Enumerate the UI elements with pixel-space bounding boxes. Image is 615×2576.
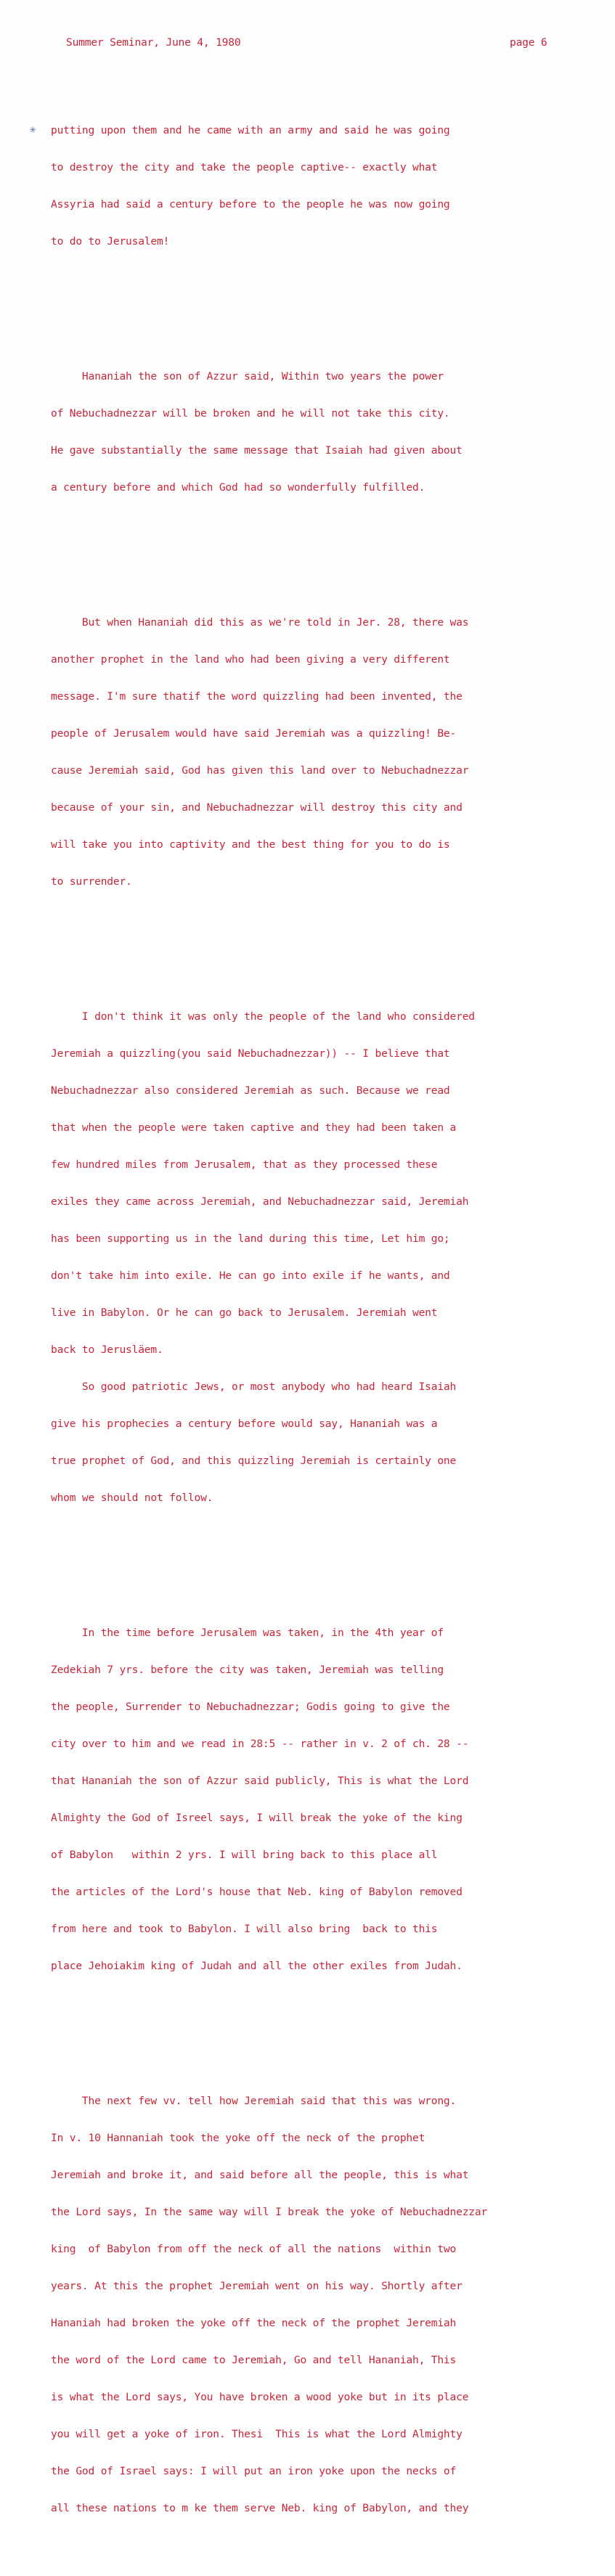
text-line: of Babylon within 2 yrs. I will bring back to this place all bbox=[51, 1849, 438, 1861]
text-line: true prophet of God, and this quizzling Jeremiah is certainly one bbox=[51, 1455, 457, 1467]
text-line: will take you into captivity and the best thing for you to do is bbox=[51, 838, 450, 851]
text-line: the word of the Lord came to Jeremiah, Go and tell Hananiah, This bbox=[51, 2354, 457, 2366]
text-line: the God of Israel says: I will put an iron yoke upon the necks of bbox=[51, 2465, 457, 2477]
document-body bbox=[51, 62, 603, 2576]
paragraph bbox=[51, 99, 603, 272]
text-line: Hananiah had broken the yoke off the neck of the prophet Jeremiah bbox=[51, 2317, 457, 2329]
text-line: is what the Lord says, You have broken a wood yoke but in its place bbox=[51, 2391, 469, 2403]
text-line: putting upon them and he came with an army and said he was going bbox=[51, 124, 450, 136]
text-line: from here and took to Babylon. I will also bring back to this bbox=[51, 1923, 438, 1935]
margin-scribble-mark: ✳ bbox=[29, 125, 37, 135]
text-line: that Hananiah the son of Azzur said publicly, This is what the Lord bbox=[51, 1775, 469, 1787]
paragraph bbox=[51, 1602, 603, 1997]
text-line: live in Babylon. Or he can go back to Jerusalem. Jeremiah went bbox=[51, 1307, 438, 1319]
text-line: Jeremiah a quizzling(you said Nebuchadnezzar)) -- I believe that bbox=[51, 1047, 450, 1060]
text-line: He gave substantially the same message that Isaiah had given about bbox=[51, 444, 463, 457]
text-line: Almighty the God of Isreel says, I will break the yoke of the king bbox=[51, 1812, 463, 1824]
text-line: whom we should not follow. bbox=[51, 1492, 213, 1504]
text-line: to surrender. bbox=[51, 875, 132, 888]
text-line: Nebuchadnezzar also considered Jeremiah as such. Because we read bbox=[51, 1084, 450, 1097]
paragraph bbox=[51, 2070, 603, 2539]
text-line: Assyria had said a century before to the people he was now going bbox=[51, 198, 450, 210]
text-line: exiles they came across Jeremiah, and Nebuchadnezzar said, Jeremiah bbox=[51, 1195, 469, 1208]
paragraph-spacer bbox=[51, 2021, 603, 2033]
paragraph-spacer bbox=[51, 937, 603, 949]
text-line: place Jehoiakim king of Judah and all the other exiles from Judah. bbox=[51, 1960, 463, 1972]
text-line: a century before and which God had so wonderfully fulfilled. bbox=[51, 481, 425, 494]
text-line: to destroy the city and take the people captive-- exactly what bbox=[51, 161, 438, 173]
text-line: I don't think it was only the people of the land who considered bbox=[51, 1010, 475, 1023]
paragraph-spacer bbox=[51, 543, 603, 555]
paragraph bbox=[51, 986, 603, 1529]
text-line: back to Jerusläem. bbox=[51, 1344, 163, 1356]
text-line: Zedekiah 7 yrs. before the city was taken, Jeremiah was telling bbox=[51, 1664, 444, 1676]
text-line: message. I'm sure thatif the word quizzling had been invented, the bbox=[51, 690, 463, 703]
text-line: the articles of the Lord's house that Neb. king of Babylon removed bbox=[51, 1886, 463, 1898]
text-line: the people, Surrender to Nebuchadnezzar; Godis going to give the bbox=[51, 1701, 450, 1713]
text-line: So good patriotic Jews, or most anybody who had heard Isaiah bbox=[51, 1381, 457, 1393]
page-number: page 6 bbox=[510, 36, 547, 49]
header-title: Summer Seminar, June 4, 1980 bbox=[66, 36, 241, 49]
text-line: to do to Jerusalem! bbox=[51, 235, 170, 248]
text-line: because of your sin, and Nebuchadnezzar will destroy this city and bbox=[51, 801, 463, 814]
text-line: Jeremiah and broke it, and said before all the people, this is what bbox=[51, 2169, 469, 2181]
text-line: the Lord says, In the same way will I break the yoke of Nebuchadnezzar bbox=[51, 2206, 488, 2218]
text-line: Hananiah the son of Azzur said, Within two years the power bbox=[51, 370, 444, 383]
text-line: The next few vv. tell how Jeremiah said that this was wrong. bbox=[51, 2095, 457, 2107]
text-line: few hundred miles from Jerusalem, that as they processed these bbox=[51, 1158, 438, 1171]
paragraph-spacer bbox=[51, 297, 603, 308]
text-line: cause Jeremiah said, God has given this land over to Nebuchadnezzar bbox=[51, 764, 469, 777]
text-line: has been supporting us in the land during this time, Let him go; bbox=[51, 1232, 450, 1245]
text-line: don't take him into exile. He can go into exile if he wants, and bbox=[51, 1269, 450, 1282]
text-line: years. At this the prophet Jeremiah went on his way. Shortly after bbox=[51, 2280, 463, 2292]
paragraph bbox=[51, 592, 603, 912]
paragraph bbox=[51, 345, 603, 518]
text-line: all these nations to m ke them serve Neb. king of Babylon, and they bbox=[51, 2502, 469, 2514]
text-line: city over to him and we read in 28:5 -- rather in v. 2 of ch. 28 -- bbox=[51, 1738, 469, 1750]
text-line: of Nebuchadnezzar will be broken and he will not take this city. bbox=[51, 407, 450, 420]
text-line: people of Jerusalem would have said Jeremiah was a quizzling! Be- bbox=[51, 727, 457, 740]
text-line: give his prophecies a century before would say, Hananiah was a bbox=[51, 1418, 438, 1430]
text-line: king of Babylon from off the neck of all the nations within two bbox=[51, 2243, 457, 2255]
text-line: In v. 10 Hannaniah took the yoke off the neck of the prophet bbox=[51, 2132, 425, 2144]
text-line: you will get a yoke of iron. Thesi This is what the Lord Almighty bbox=[51, 2428, 463, 2440]
text-line: In the time before Jerusalem was taken, in the 4th year of bbox=[51, 1627, 444, 1639]
text-line: that when the people were taken captive and they had been taken a bbox=[51, 1121, 457, 1134]
paragraph-spacer bbox=[51, 1553, 603, 1565]
text-line: But when Hananiah did this as we're told in Jer. 28, there was bbox=[51, 616, 469, 629]
text-line: another prophet in the land who had been giving a very different bbox=[51, 653, 450, 666]
